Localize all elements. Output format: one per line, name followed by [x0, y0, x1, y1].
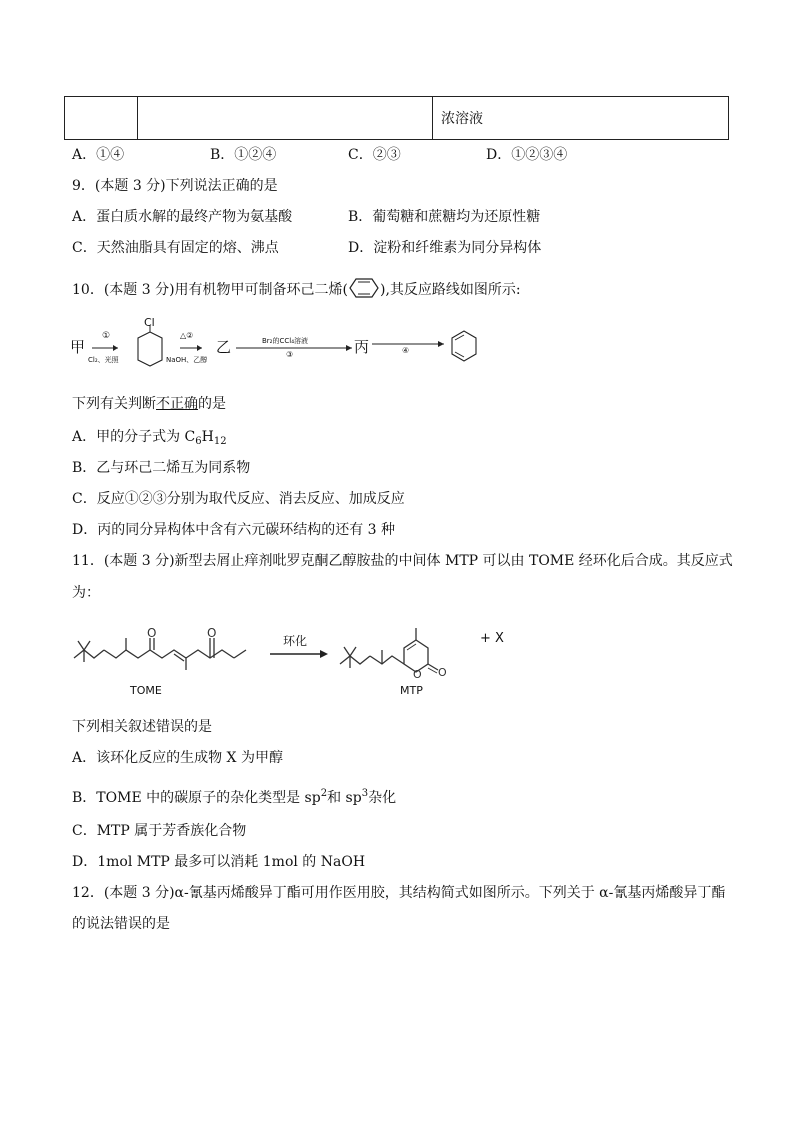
question-table-fragment	[64, 96, 729, 140]
q9-option-c: C．天然油脂具有固定的熔、沸点	[72, 240, 279, 256]
table-cell-2	[138, 97, 433, 140]
scheme-jia: 甲	[70, 338, 86, 356]
q8-option-c: C．②③	[348, 147, 401, 163]
q10-option-a	[72, 427, 227, 452]
step2-label-bottom: NaOH、乙醇	[166, 356, 208, 364]
mtp-carbonyl-o: O	[438, 666, 447, 679]
scheme-bing: 丙	[354, 338, 370, 356]
q10-stem	[72, 276, 521, 300]
q10-judge-underlined: 不正确	[156, 396, 198, 412]
q11-stem-line1: 11．(本题 3 分)新型去屑止痒剂吡罗克酮乙醇胺盐的中间体 MTP 可以由 TOME 经环化后合成。其反应式	[72, 553, 733, 569]
cyclohexadiene-inline-icon	[348, 276, 380, 298]
q12-stem-line2: 的说法错误的是	[72, 916, 170, 932]
q11-option-a: A．该环化反应的生成物 X 为甲醇	[72, 750, 283, 766]
tome-label: TOME	[130, 684, 162, 697]
step1-label-bottom: Cl₂、光照	[88, 356, 119, 364]
q10-reaction-scheme	[70, 316, 500, 384]
q10-stem-post: ),其反应路线如图所示:	[380, 282, 521, 298]
chlorocyclohexane-ring	[138, 332, 162, 366]
q8-option-b: B．①②④	[210, 147, 277, 163]
q10-judge-post: 的是	[198, 396, 226, 412]
q8-option-a: A．①④	[72, 147, 125, 163]
q10-option-d: D．丙的同分异构体中含有六元碳环结构的还有 3 种	[72, 522, 396, 538]
step3-label-bottom: ③	[286, 350, 294, 359]
q11-option-b-sup1: 2	[320, 788, 328, 799]
q11-option-c: C．MTP 属于芳香族化合物	[72, 823, 247, 839]
q9-option-a: A．蛋白质水解的最终产物为氨基酸	[72, 209, 293, 225]
cyclization-label: 环化	[283, 634, 308, 648]
q9-option-b: B．葡萄糖和蔗糖均为还原性糖	[348, 209, 541, 225]
plus-x: + X	[480, 631, 504, 646]
q10-option-a-mid: H	[201, 429, 214, 445]
q9-option-d: D．淀粉和纤维素为同分异构体	[348, 240, 542, 256]
cl-label: Cl	[144, 316, 155, 329]
q11-option-b-pre: B．TOME 中的碳原子的杂化类型是 sp	[72, 790, 321, 806]
q10-option-c: C．反应①②③分别为取代反应、消去反应、加成反应	[72, 491, 405, 507]
step3-label-top: Br₂的CCl₄溶液	[262, 337, 309, 345]
tome-ester-o: O	[207, 626, 217, 640]
q11-option-b	[72, 784, 396, 808]
mtp-label: MTP	[400, 684, 423, 697]
q12-stem-line1: 12．(本题 3 分)α-氰基丙烯酸异丁酯可用作医用胶，其结构简式如图所示。下列关于 α-氰基丙烯酸异丁酯	[72, 885, 726, 901]
mtp-ring-o: O	[413, 668, 422, 681]
step2-label-top: △②	[180, 331, 194, 340]
q11-option-b-mid: 和 sp	[327, 790, 362, 806]
q11-option-b-post: 杂化	[368, 790, 397, 806]
scheme-yi: 乙	[216, 338, 232, 356]
table-cell-3: 浓溶液	[433, 97, 729, 140]
q10-judge-pre: 下列有关判断	[72, 396, 156, 412]
table-cell-1	[65, 97, 138, 140]
q9-stem: 9．(本题 3 分)下列说法正确的是	[72, 178, 278, 194]
q11-reaction-scheme	[70, 620, 530, 705]
q10-option-a-text: A．甲的分子式为 C	[72, 429, 196, 445]
q11-stem-line2: 为：	[72, 585, 100, 601]
q10-stem-pre: 10．(本题 3 分)用有机物甲可制备环己二烯(	[72, 282, 349, 298]
q11-judge: 下列相关叙述错误的是	[72, 719, 212, 735]
step1-label-top: ①	[102, 331, 111, 341]
tome-ketone-o: O	[147, 626, 157, 640]
step4-label-top: ④	[402, 346, 410, 355]
q10-option-a-sub1: 6	[195, 436, 202, 447]
q11-option-b-sup2: 3	[361, 788, 369, 799]
q11-option-d: D．1mol MTP 最多可以消耗 1mol 的 NaOH	[72, 854, 366, 870]
q10-judge	[72, 394, 226, 414]
q10-option-a-sub2: 12	[213, 436, 227, 447]
q8-option-d: D．①②③④	[486, 147, 568, 163]
q10-option-b: B．乙与环己二烯互为同系物	[72, 460, 251, 476]
